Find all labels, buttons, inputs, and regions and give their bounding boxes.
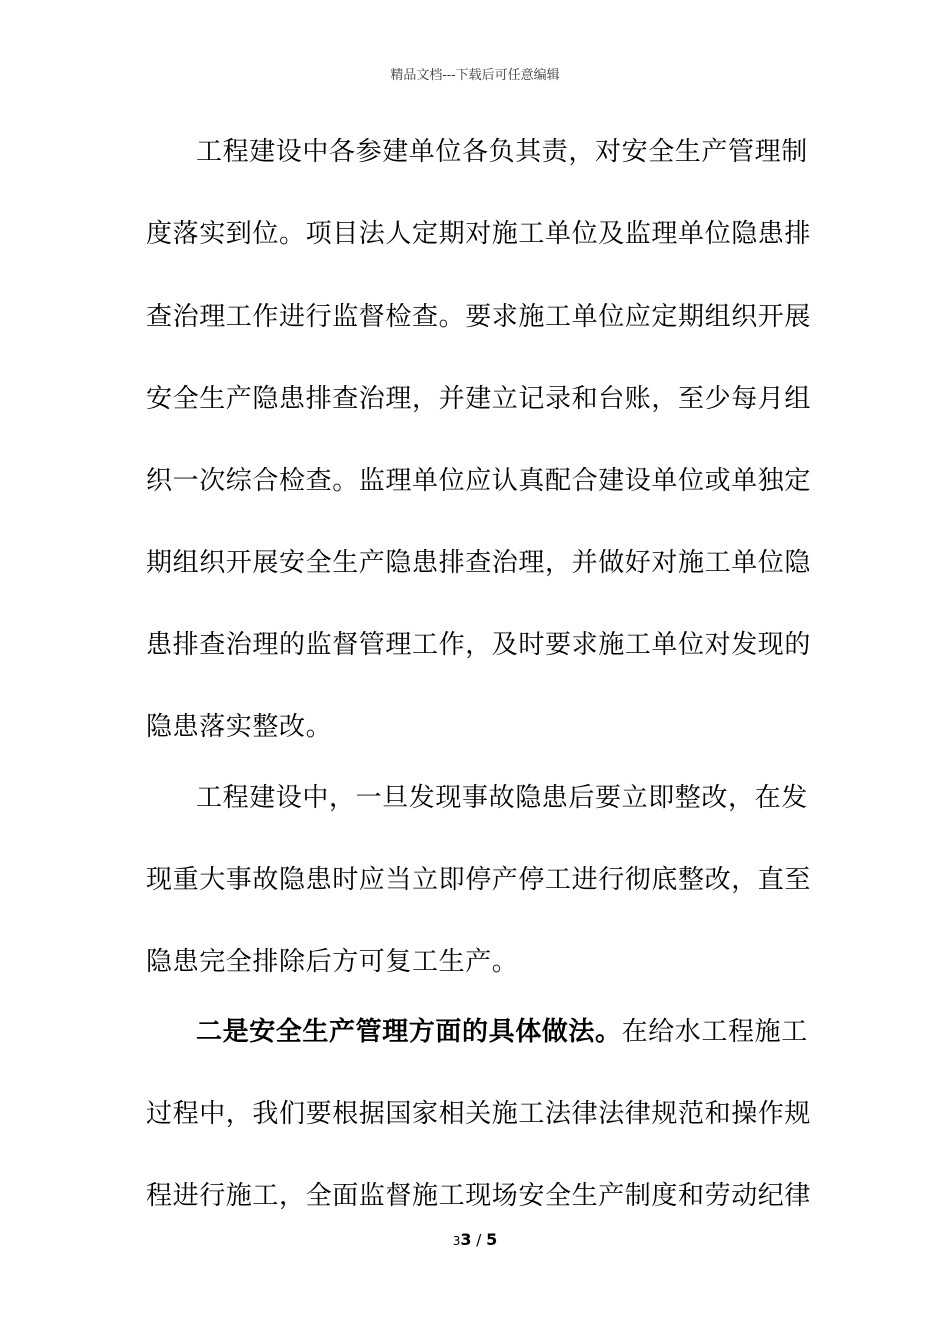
paragraph-line: 织一次综合检查。监理单位应认真配合建设单位或单独定 bbox=[146, 466, 812, 496]
paragraph-line: 隐患完全排除后方可复工生产。 bbox=[146, 947, 519, 977]
paragraph-line: 度落实到位。项目法人定期对施工单位及监理单位隐患排 bbox=[146, 219, 812, 249]
bold-lead-text: 二是安全生产管理方面的具体做法。 bbox=[196, 1017, 622, 1047]
page-number-current: 3 bbox=[460, 1230, 472, 1249]
paragraph-line: 查治理工作进行监督检查。要求施工单位应定期组织开展 bbox=[146, 302, 812, 332]
paragraph-line: 工程建设中，一旦发现事故隐患后要立即整改，在发 bbox=[196, 783, 808, 813]
paragraph-line: 隐患落实整改。 bbox=[146, 712, 333, 742]
paragraph-line: 程进行施工，全面监督施工现场安全生产制度和劳动纪律 bbox=[146, 1181, 812, 1211]
paragraph-line: 患排查治理的监督管理工作，及时要求施工单位对发现的 bbox=[146, 630, 812, 660]
paragraph-line: 过程中，我们要根据国家相关施工法律法律规范和操作规 bbox=[146, 1099, 812, 1129]
page-number-small: 3 bbox=[452, 1234, 461, 1248]
page-number-separator: / bbox=[471, 1231, 487, 1249]
paragraph-line: 期组织开展安全生产隐患排查治理，并做好对施工单位隐 bbox=[146, 548, 812, 578]
paragraph-text: 在给水工程施工 bbox=[621, 1017, 808, 1047]
paragraph-line: 工程建设中各参建单位各负其责，对安全生产管理制 bbox=[196, 137, 808, 167]
paragraph-line: 现重大事故隐患时应当立即停产停工进行彻底整改，直至 bbox=[146, 865, 812, 895]
page-header: 精品文档---下载后可任意编辑 bbox=[390, 68, 560, 83]
paragraph-line: 安全生产隐患排查治理，并建立记录和台账，至少每月组 bbox=[146, 384, 812, 414]
page-number-total: 5 bbox=[486, 1230, 498, 1249]
paragraph-line bbox=[196, 1014, 808, 1050]
page-number bbox=[0, 1230, 950, 1249]
